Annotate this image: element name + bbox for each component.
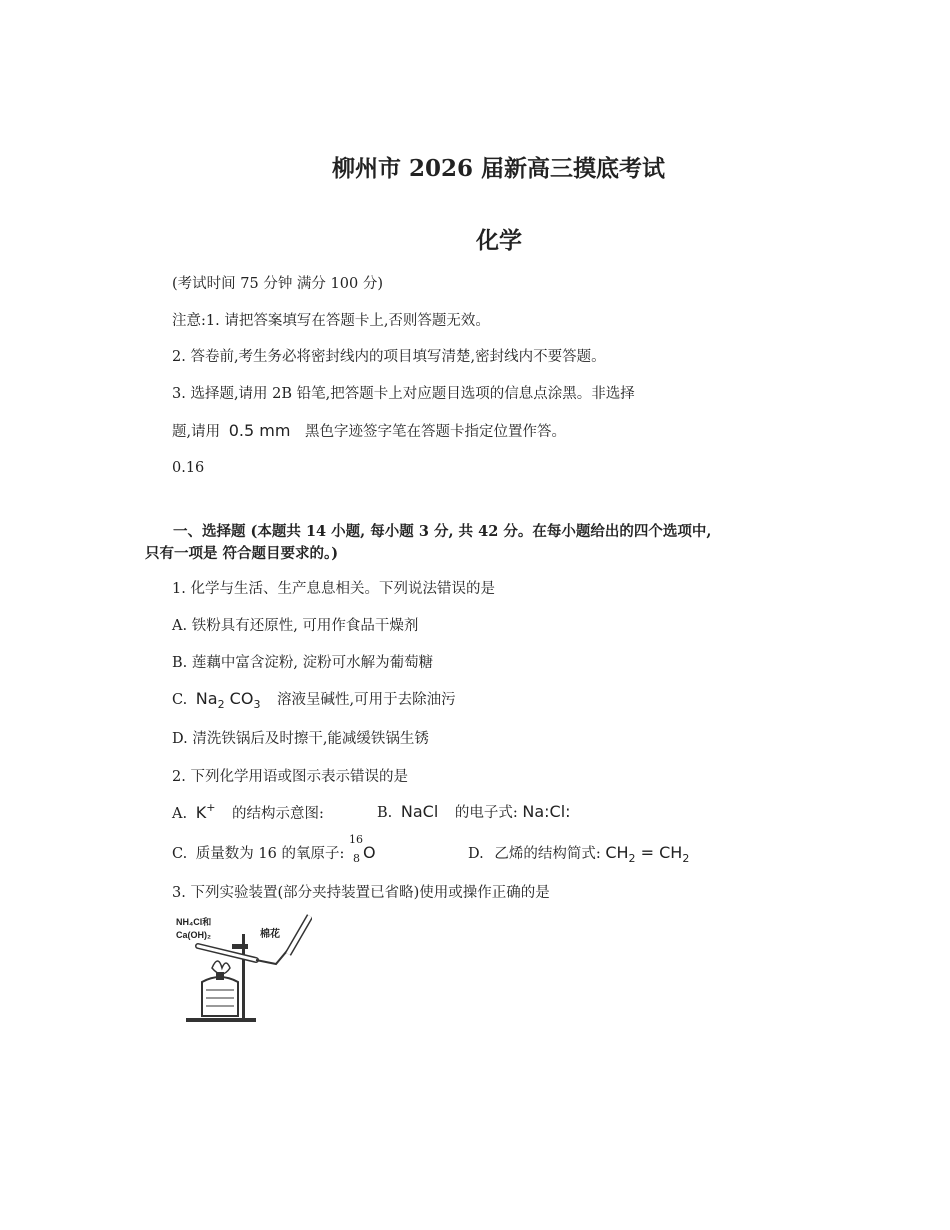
apparatus-drawing <box>172 910 312 1028</box>
note-2: 2. 答卷前,考生务必将密封线内的项目填写清楚,密封线内不要答题。 <box>172 349 606 365</box>
q2-option-b <box>377 801 571 822</box>
exam-info: (考试时间 75 分钟 满分 100 分) <box>172 276 383 292</box>
q2-option-c-text: 质量数为 16 的氧原子: <box>195 846 345 862</box>
section-heading-line2: 只有一项是 符合题目要求的。) <box>145 545 339 562</box>
section-heading <box>145 521 805 565</box>
q2-option-c-label: C. <box>172 846 188 862</box>
nacl-formula: NaCl <box>400 802 439 821</box>
note-3-suffix: 黑色字迹签字笔在答题卡指定位置作答。 <box>305 424 567 440</box>
reagent-label: NH₄Cl和 <box>176 917 212 927</box>
note-3-line1: 3. 选择题,请用 2B 铅笔,把答题卡上对应题目选项的信息点涂黑。非选择 <box>172 386 635 402</box>
q1-option-b: B. 莲藕中富含淀粉, 淀粉可水解为葡萄糖 <box>172 655 434 671</box>
ethylene-formula: $CH_2 = CH_2$ <box>605 843 690 865</box>
q2-option-d <box>468 842 689 865</box>
pen-size: 0.5 mm <box>228 421 291 440</box>
oxygen-symbol: O <box>362 843 376 862</box>
ammonia-apparatus-figure <box>172 910 312 1028</box>
exam-title: 柳州市 2026 届新高三摸底考试 <box>332 155 666 182</box>
q2-option-c <box>172 833 376 865</box>
stray-number: 0.16 <box>172 460 205 476</box>
note-3-line2 <box>172 420 566 441</box>
q2-option-b-label: B. <box>377 805 393 821</box>
q1-stem: 1. 化学与生活、生产息息相关。下列说法错误的是 <box>172 581 495 597</box>
oxygen-isotope: 16 8 <box>348 833 363 865</box>
note-3-prefix: 题,请用 <box>172 424 221 440</box>
q3-stem: 3. 下列实验装置(部分夹持装置已省略)使用或操作正确的是 <box>172 885 550 901</box>
q2-stem: 2. 下列化学用语或图示表示错误的是 <box>172 769 408 785</box>
section-heading-line1: 一、选择题 (本题共 14 小题, 每小题 3 分, 共 42 分。在每小题给出的四个选项中, <box>173 523 712 540</box>
q1-option-d: D. 清洗铁锅后及时擦干,能减缓铁锅生锈 <box>172 731 429 747</box>
q2-option-a-label: A. <box>172 806 188 822</box>
q2-option-d-label: D. <box>468 846 484 862</box>
q1-option-c-text: 溶液呈碱性,可用于去除油污 <box>277 692 456 708</box>
q2-option-d-text: 乙烯的结构简式: <box>494 846 601 862</box>
cotton-label: 棉花 <box>260 929 280 940</box>
q2-option-b-text: 的电子式: <box>454 805 518 821</box>
sodium-carbonate-formula: $Na_2$ $CO_3$ <box>195 689 261 711</box>
potassium-ion: K+ <box>195 801 216 822</box>
q1-option-a: A. 铁粉具有还原性, 可用作食品干燥剂 <box>172 618 419 634</box>
reagent-label-2: Ca(OH)₂ <box>176 930 211 940</box>
q2-option-a <box>172 801 324 823</box>
note-1: 注意:1. 请把答案填写在答题卡上,否则答题无效。 <box>172 313 490 329</box>
q1-option-c-label: C. <box>172 692 188 708</box>
q2-option-a-text: 的结构示意图: <box>232 806 324 822</box>
q1-option-c <box>172 688 456 711</box>
nacl-electron-formula: Na:Cl: <box>522 802 571 821</box>
subject-title: 化学 <box>476 227 522 254</box>
